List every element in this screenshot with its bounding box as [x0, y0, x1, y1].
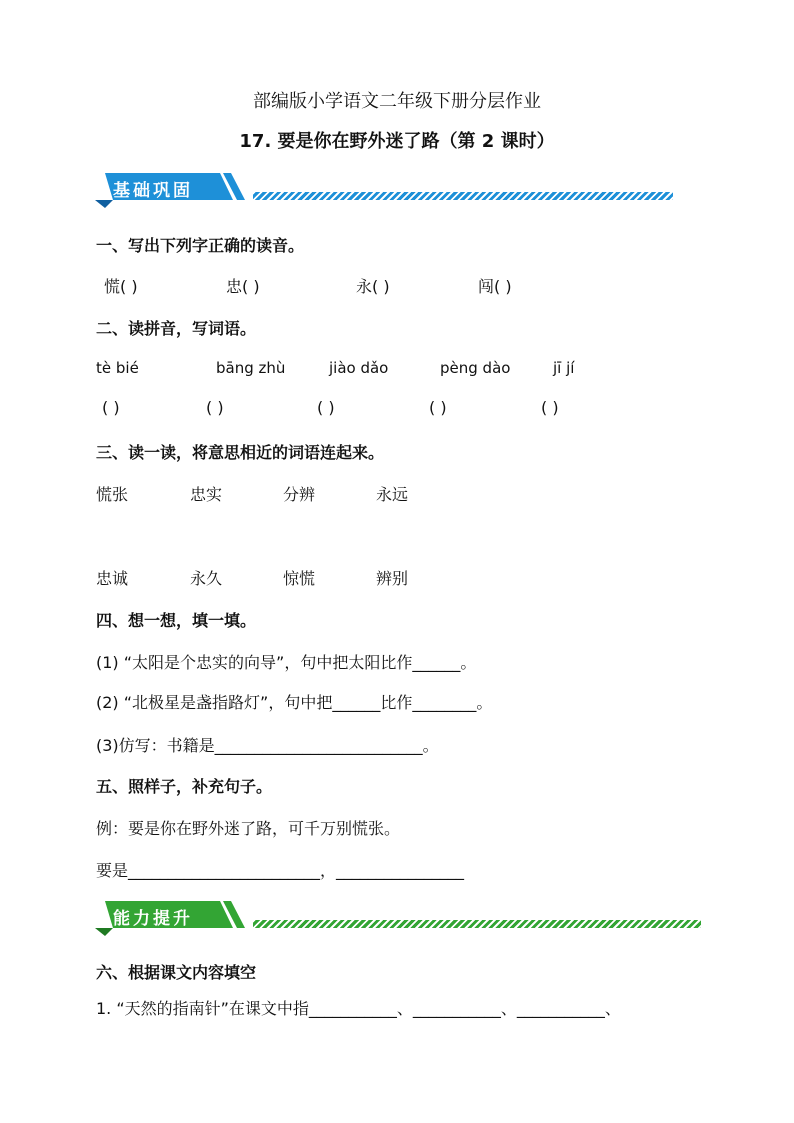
match-word-top[interactable]: 慌张 [96, 485, 129, 504]
question-5-title: 五、照样子，补充句子。 [96, 777, 273, 796]
match-word-bottom[interactable]: 惊慌 [283, 569, 316, 588]
q1-item: 慌( ) [104, 277, 138, 296]
pinyin-item: bāng zhù [216, 359, 286, 377]
worksheet-subtitle: 部编版小学语文二年级下册分层作业 [253, 91, 541, 112]
pinyin-item: tè bié [96, 359, 139, 377]
answer-blank[interactable]: ( ) [541, 398, 559, 417]
match-word-bottom[interactable]: 永久 [190, 569, 223, 588]
q1-item: 忠( ) [226, 277, 260, 296]
match-word-top[interactable]: 永远 [376, 485, 409, 504]
banner-stripe [253, 192, 673, 200]
banner-stripe [253, 920, 701, 928]
answer-blank[interactable]: ( ) [317, 398, 335, 417]
pinyin-item: jiào dǎo [329, 359, 389, 377]
fill-line[interactable]: (1) “太阳是个忠实的向导”，句中把太阳比作______。 [96, 653, 477, 672]
pinyin-item: jī jí [553, 359, 575, 377]
match-word-bottom[interactable]: 忠诚 [96, 569, 129, 588]
sentence-answer-line[interactable]: 要是________________________，________________ [96, 861, 465, 880]
question-4-title: 四、想一想，填一填。 [96, 611, 257, 630]
section-banner-advanced [95, 898, 705, 936]
lesson-title: 17. 要是你在野外迷了路（第 2 课时） [239, 131, 555, 152]
fill-line[interactable]: (3)仿写：书籍是__________________________。 [96, 736, 439, 755]
q1-item: 永( ) [356, 277, 390, 296]
match-word-bottom[interactable]: 辨别 [376, 569, 409, 588]
fill-line[interactable]: 1. “天然的指南针”在课文中指___________、___________、___________、 [96, 999, 621, 1018]
answer-blank[interactable]: ( ) [206, 398, 224, 417]
question-1-title: 一、写出下列字正确的读音。 [96, 236, 305, 255]
pinyin-item: pèng dào [440, 359, 511, 377]
match-word-top[interactable]: 忠实 [190, 485, 223, 504]
question-2-title: 二、读拼音，写词语。 [96, 319, 257, 338]
q1-item: 闯( ) [478, 277, 512, 296]
section-banner-basic [95, 170, 680, 208]
example-sentence: 例：要是你在野外迷了路，可千万别慌张。 [96, 819, 401, 838]
question-3-title: 三、读一读，将意思相近的词语连起来。 [96, 443, 385, 462]
banner-label: 基础巩固 [113, 181, 193, 201]
match-word-top[interactable]: 分辨 [283, 485, 316, 504]
fill-line[interactable]: (2) “北极星是盏指路灯”，句中把______比作________。 [96, 693, 493, 712]
answer-blank[interactable]: ( ) [429, 398, 447, 417]
answer-blank[interactable]: ( ) [102, 398, 120, 417]
question-6-title: 六、根据课文内容填空 [96, 963, 257, 982]
banner-label: 能力提升 [113, 909, 193, 929]
